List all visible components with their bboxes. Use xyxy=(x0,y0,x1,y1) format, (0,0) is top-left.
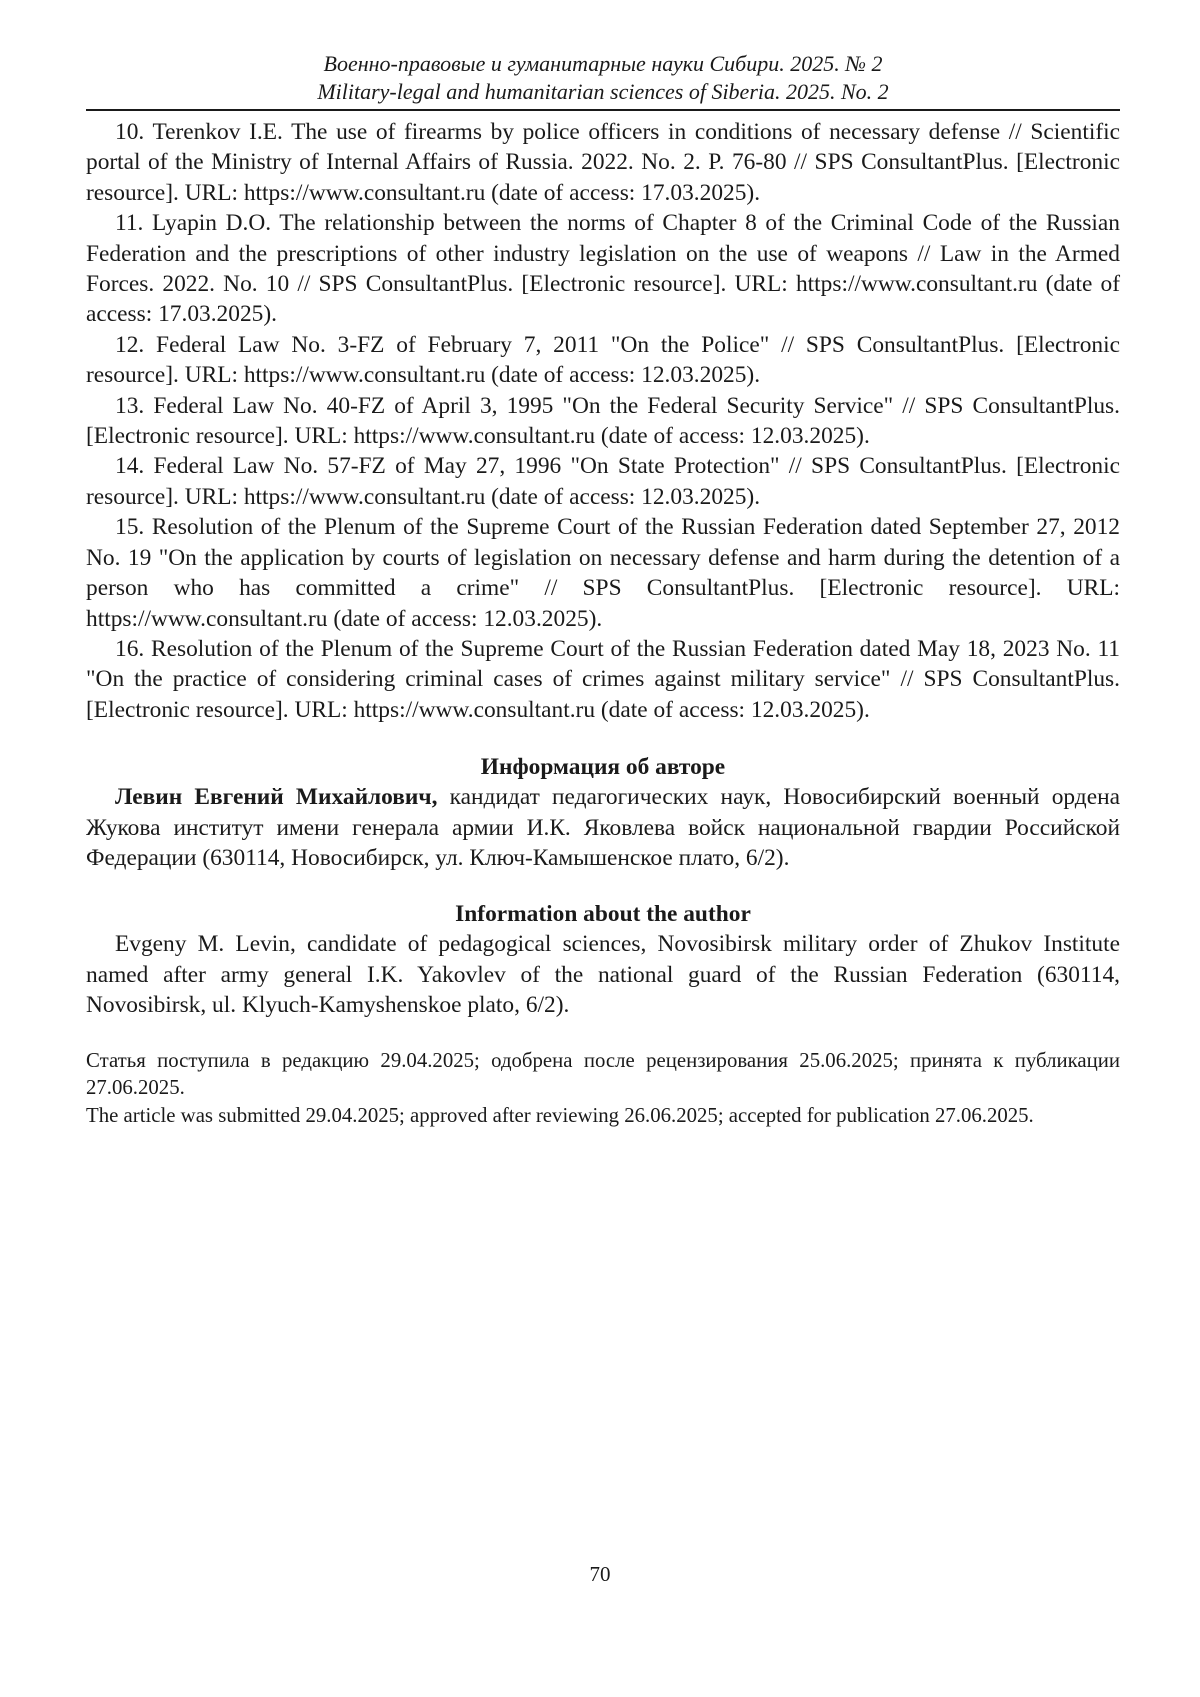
header-rule xyxy=(86,109,1120,111)
page xyxy=(86,0,1120,1129)
author-info-en: Evgeny M. Levin, candidate of pedagogical sciences, Novosibirsk military order of Zhukov Institute named after army general I.K. Yakovlev of the national guard of the Russian Federation (630114, Novosibirsk, ul. Klyuch-Kamyshenskoe plato, 6/2). xyxy=(86,931,1120,1019)
author-info-title-ru: Информация об авторе xyxy=(480,754,726,781)
author-info-title-en: Information about the author xyxy=(455,901,751,928)
author-info-ru xyxy=(86,782,1120,873)
article-dates-ru: Статья поступила в редакцию 29.04.2025; одобрена после рецензирования 25.06.2025; принята к публикации 27.06.2025. xyxy=(86,1048,1120,1100)
reference-item: 10. Terenkov I.E. The use of firearms by police officers in conditions of necessary defense // Scientific portal of the Ministry of Internal Affairs of Russia. 2022. No. 2. P. 76-80 // SPS ConsultantPlus. [Electronic resource]. URL: https://www.consultant.ru (date of access: 17.03.2025). xyxy=(86,119,1120,206)
reference-item: 16. Resolution of the Plenum of the Supreme Court of the Russian Federation dated May 18, 2023 No. 11 "On the practice of considering criminal cases of crimes against military service" // SPS ConsultantPlus. [Electronic resource]. URL: https://www.consultant.ru (date of access: 12.03.2025). xyxy=(86,635,1120,723)
author-name-ru: Левин Евгений Михайлович, xyxy=(115,784,438,811)
page-number: 70 xyxy=(589,1562,611,1586)
article-dates xyxy=(86,1047,1120,1130)
author-details-ru: кандидат педагогических наук, Новосибирский военный ордена Жукова институт имени генерала армии И.К. Яковлева войск национальной гвардии Российской Федерации (630114, Новосибирск, ул. Ключ-Камышенское плато, 6/2). xyxy=(86,784,1120,871)
reference-item: 15. Resolution of the Plenum of the Supreme Court of the Russian Federation dated September 27, 2012 No. 19 "On the application by courts of legislation on necessary defense and harm during the detention of a person who has committed a crime" // SPS ConsultantPlus. [Electronic resource]. URL: https://www.consultant.ru (date of access: 12.03.2025). xyxy=(86,514,1120,632)
reference-item: 11. Lyapin D.O. The relationship between the norms of Chapter 8 of the Criminal Code of the Russian Federation and the prescriptions of other industry legislation on the use of weapons // Law in the Armed Forces. 2022. No. 10 // SPS ConsultantPlus. [Electronic resource]. URL: https://www.consultant.ru (date of access: 17.03.2025). xyxy=(86,210,1120,328)
reference-list xyxy=(86,117,1120,725)
reference-item: 13. Federal Law No. 40-FZ of April 3, 1995 "On the Federal Security Service" // SPS ConsultantPlus. [Electronic resource]. URL: https://www.consultant.ru (date of access: 12.03.2025). xyxy=(86,392,1120,450)
running-header xyxy=(86,0,1120,106)
article-dates-en: The article was submitted 29.04.2025; approved after reviewing 26.06.2025; accepted for publication 27.06.2025. xyxy=(86,1103,1034,1127)
header-line-ru: Военно-правовые и гуманитарные науки Сибири. 2025. № 2 xyxy=(323,51,883,76)
reference-item: 14. Federal Law No. 57-FZ of May 27, 1996 "On State Protection" // SPS ConsultantPlus. [Electronic resource]. URL: https://www.consultant.ru (date of access: 12.03.2025). xyxy=(86,453,1120,510)
header-line-en: Military-legal and humanitarian sciences of Siberia. 2025. No. 2 xyxy=(317,79,889,104)
reference-item: 12. Federal Law No. 3-FZ of February 7, 2011 "On the Police" // SPS ConsultantPlus. [Electronic resource]. URL: https://www.consultant.ru (date of access: 12.03.2025). xyxy=(86,331,1120,389)
